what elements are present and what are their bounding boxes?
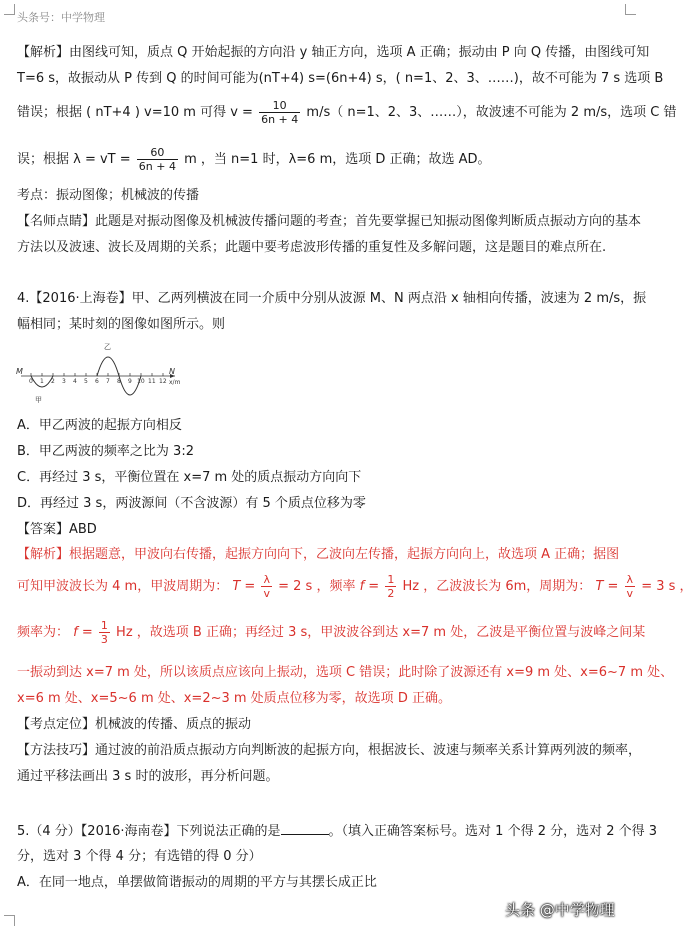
solution-4-line-3: 频率为： f = $\frac{1}{3}$ Hz ，故选项 B 正确；再经过 3 s，甲波波谷到达 x=7 m 处，乙波是平衡位置与波峰之间某 xyxy=(17,619,646,646)
fraction-frequency-yi: $\frac{1}{3}$ xyxy=(100,619,108,646)
method-tip-line-2: 通过平移法画出 3 s 时的波形，再分析问题。 xyxy=(17,769,279,784)
tick-label: 8 xyxy=(117,378,121,385)
tick-label: 11 xyxy=(148,378,156,385)
analysis-line-3: 错误；根据 ( nT+4 ) v=10 m 可得 v = $\frac{10}{6n + 4}$ m/s（ n=1、2、3、……），故波速不可能为 2 m/s，选项 C 错 xyxy=(17,99,677,126)
solution-4-line-2: 可知甲波波长为 4 m，甲波周期为： T = $\frac{\lambda}{v}$ = 2 s ，频率 f = $\frac{1}{2}$ Hz ，乙波波长为 6m，周期为： T = $\frac{\lambda}{v}$ = 3 s ， xyxy=(17,573,693,600)
fraction-velocity: $\frac{10}{6n + 4}$ xyxy=(261,99,299,126)
tick-label: 2 xyxy=(51,378,55,385)
solution-4-line-5: x=6 m 处、x=5~6 m 处、x=2~3 m 处质点位移为零，故选项 D 正确。 xyxy=(17,691,451,706)
crop-mark xyxy=(4,4,15,15)
watermark: 头条 @中学物理 xyxy=(505,901,615,919)
option-d: D．再经过 3 s，两波源间（不含波源）有 5 个质点位移为零 xyxy=(17,496,366,511)
tick-label: 3 xyxy=(62,378,66,385)
tick-label: 6 xyxy=(95,378,99,385)
knowledge-point: 考点：振动图像；机械波的传播 xyxy=(17,188,200,203)
question-4-line-2: 幅相同；某时刻的图像如图所示。则 xyxy=(17,317,226,332)
wave-jia-label: 甲 xyxy=(35,396,42,404)
source-n-label: N xyxy=(169,367,175,376)
question-5-option-a: A．在同一地点，单摆做简谐振动的周期的平方与其摆长成正比 xyxy=(17,875,377,890)
wave-yi-label: 乙 xyxy=(104,343,111,351)
fraction-wavelength: $\frac{60}{6n + 4}$ xyxy=(138,146,176,173)
crop-mark xyxy=(625,4,636,15)
answer-blank xyxy=(281,822,329,835)
method-tip-line-1: 【方法技巧】通过波的前沿质点振动方向判断波的起振方向，根据波长、波速与频率关系计算两列波的频率， xyxy=(17,743,642,758)
teacher-tip-line-1: 【名师点睛】此题是对振动图像及机械波传播问题的考查；首先要掌握已知振动图像判断质点振动方向的基本 xyxy=(17,214,642,229)
tick-label: 9 xyxy=(128,378,132,385)
tick-label: 5 xyxy=(84,378,88,385)
tick-label: 7 xyxy=(106,378,110,385)
axis-label: x/m xyxy=(169,379,181,386)
answer: 【答案】ABD xyxy=(17,522,97,537)
solution-4-line-4: 一振动到达 x=7 m 处，所以该质点应该向上振动，选项 C 错误；此时除了波源还有 x=9 m 处、x=6~7 m 处、 xyxy=(17,665,674,680)
source-header: 头条号：中学物理 xyxy=(17,11,105,24)
option-b: B．甲乙两波的频率之比为 3:2 xyxy=(17,444,194,459)
crop-mark xyxy=(4,915,15,926)
fraction-period-yi: $\frac{\lambda}{v}$ xyxy=(626,573,634,600)
fraction-frequency-jia: $\frac{1}{2}$ xyxy=(387,573,395,600)
option-a: A．甲乙两波的起振方向相反 xyxy=(17,418,182,433)
tick-label: 0 xyxy=(29,378,33,385)
teacher-tip-line-2: 方法以及波速、波长及周期的关系；此题中要考虑波形传播的重复性及多解问题，这是题目的难点所在. xyxy=(17,240,607,255)
analysis-line-4: 误；根据 λ = vT = $\frac{60}{6n + 4}$ m ，当 n=1 时，λ=6 m，选项 D 正确；故选 AD。 xyxy=(17,146,491,173)
question-4-line-1: 4.【2016·上海卷】甲、乙两列横波在同一介质中分别从波源 M、N 两点沿 x 轴相向传播，波速为 2 m/s，振 xyxy=(17,291,647,306)
solution-4-line-1: 【解析】根据题意，甲波向右传播，起振方向向下，乙波向左传播，起振方向向上，故选项 A 正确；据图 xyxy=(17,547,620,562)
question-5-line-2: 分，选对 3 个得 4 分；有选错的得 0 分） xyxy=(17,849,262,864)
analysis-line-2: T=6 s，故振动从 P 传到 Q 的时间可能为(nT+4) s=(6n+4) s，( n=1、2、3、……)，故不可能为 7 s 选项 B xyxy=(17,71,664,86)
wave-figure xyxy=(15,340,190,406)
exam-point: 【考点定位】机械波的传播、质点的振动 xyxy=(17,717,252,732)
tick-label: 10 xyxy=(137,378,145,385)
tick-label: 4 xyxy=(73,378,77,385)
fraction-period-jia: $\frac{\lambda}{v}$ xyxy=(263,573,270,600)
tick-label: 12 xyxy=(159,378,167,385)
analysis-line-1: 【解析】由图线可知，质点 Q 开始起振的方向沿 y 轴正方向，选项 A 正确；振动由 P 向 Q 传播，由图线可知 xyxy=(17,45,650,60)
source-m-label: M xyxy=(16,367,23,376)
tick-label: 1 xyxy=(40,378,44,385)
question-5-line-1: 5.（4 分）【2016·海南卷】下列说法正确的是 。（填入正确答案标号。选对 1 个得 2 分，选对 2 个得 3 xyxy=(17,824,658,839)
option-c: C．再经过 3 s，平衡位置在 x=7 m 处的质点振动方向向下 xyxy=(17,470,362,485)
